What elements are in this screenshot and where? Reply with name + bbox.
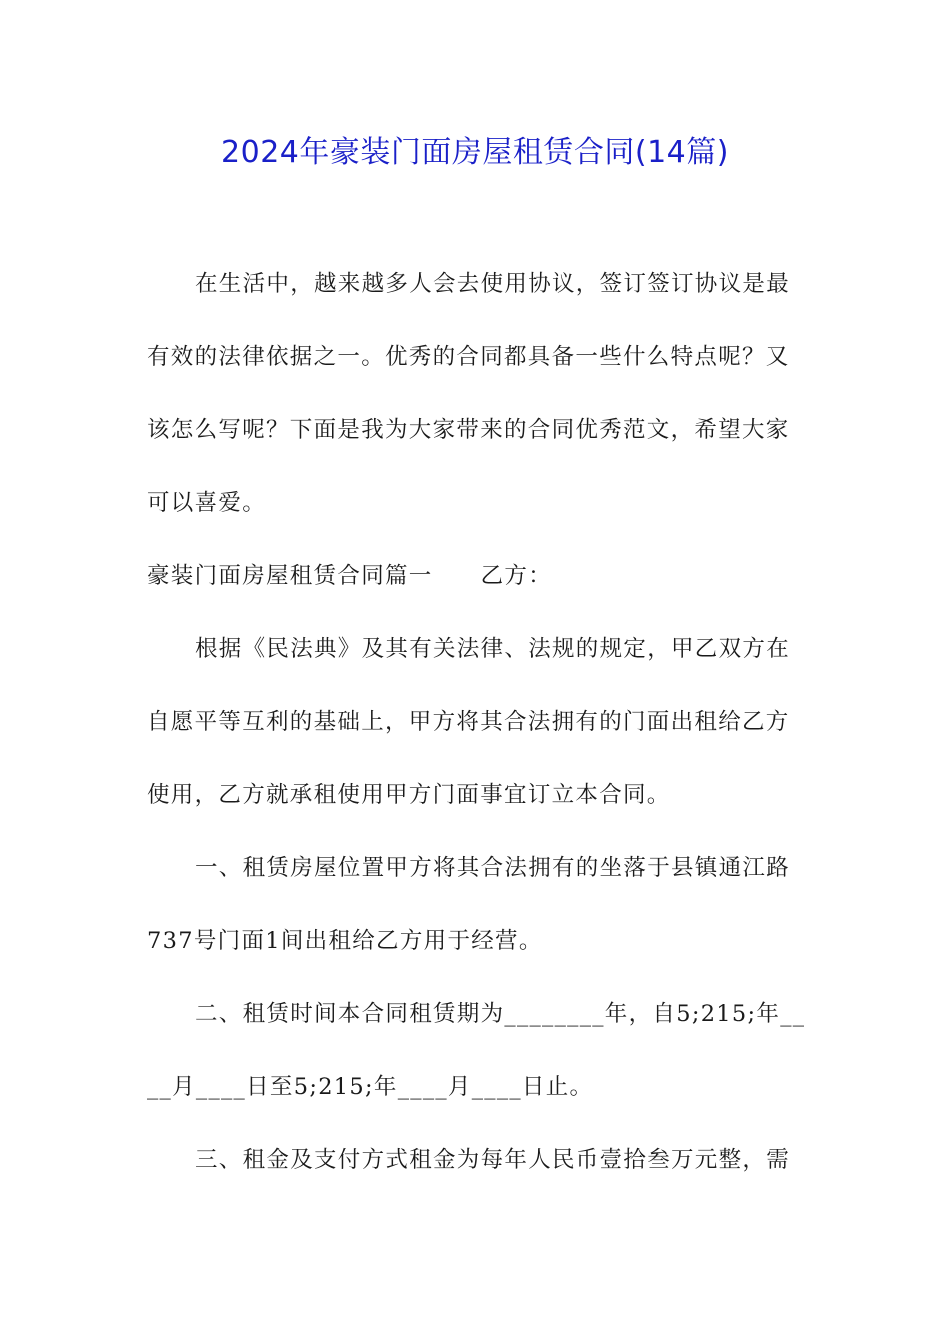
section-heading-line [147,554,807,627]
paragraph-line: 有效的法律依据之一。优秀的合同都具备一些什么特点呢？又 [147,344,790,370]
paragraph-line: 自愿平等互利的基础上，甲方将其合法拥有的门面出租给乙方 [147,709,790,735]
paragraph-line: 一、租赁房屋位置甲方将其合法拥有的坐落于县镇通江路 [195,855,791,881]
paragraph-line: 在生活中，越来越多人会去使用协议，签订签订协议是最 [195,271,791,297]
document-title: 2024年豪装门面房屋租赁合同(14篇) [221,135,729,170]
paragraph-line: 三、租金及支付方式租金为每年人民币壹拾叁万元整，需 [195,1147,791,1173]
section-party-label: 乙方： [480,563,553,589]
paragraph-line: 使用，乙方就承租使用甲方门面事宜订立本合同。 [147,782,671,808]
paragraph-line: 737号门面1间出租给乙方用于经营。 [147,928,543,954]
paragraph-line: __月____日至5;215;年____月____日止。 [147,1074,594,1100]
paragraph-line: 该怎么写呢？下面是我为大家带来的合同优秀范文，希望大家 [147,417,790,443]
paragraph-line: 可以喜爱。 [147,490,267,516]
section-heading: 豪装门面房屋租赁合同篇一 [147,563,433,589]
paragraph-line: 根据《民法典》及其有关法律、法规的规定，甲乙双方在 [195,636,791,662]
document-body [147,262,807,1211]
paragraph-line: 二、租赁时间本合同租赁期为________年，自5;215;年__ [195,1001,806,1027]
